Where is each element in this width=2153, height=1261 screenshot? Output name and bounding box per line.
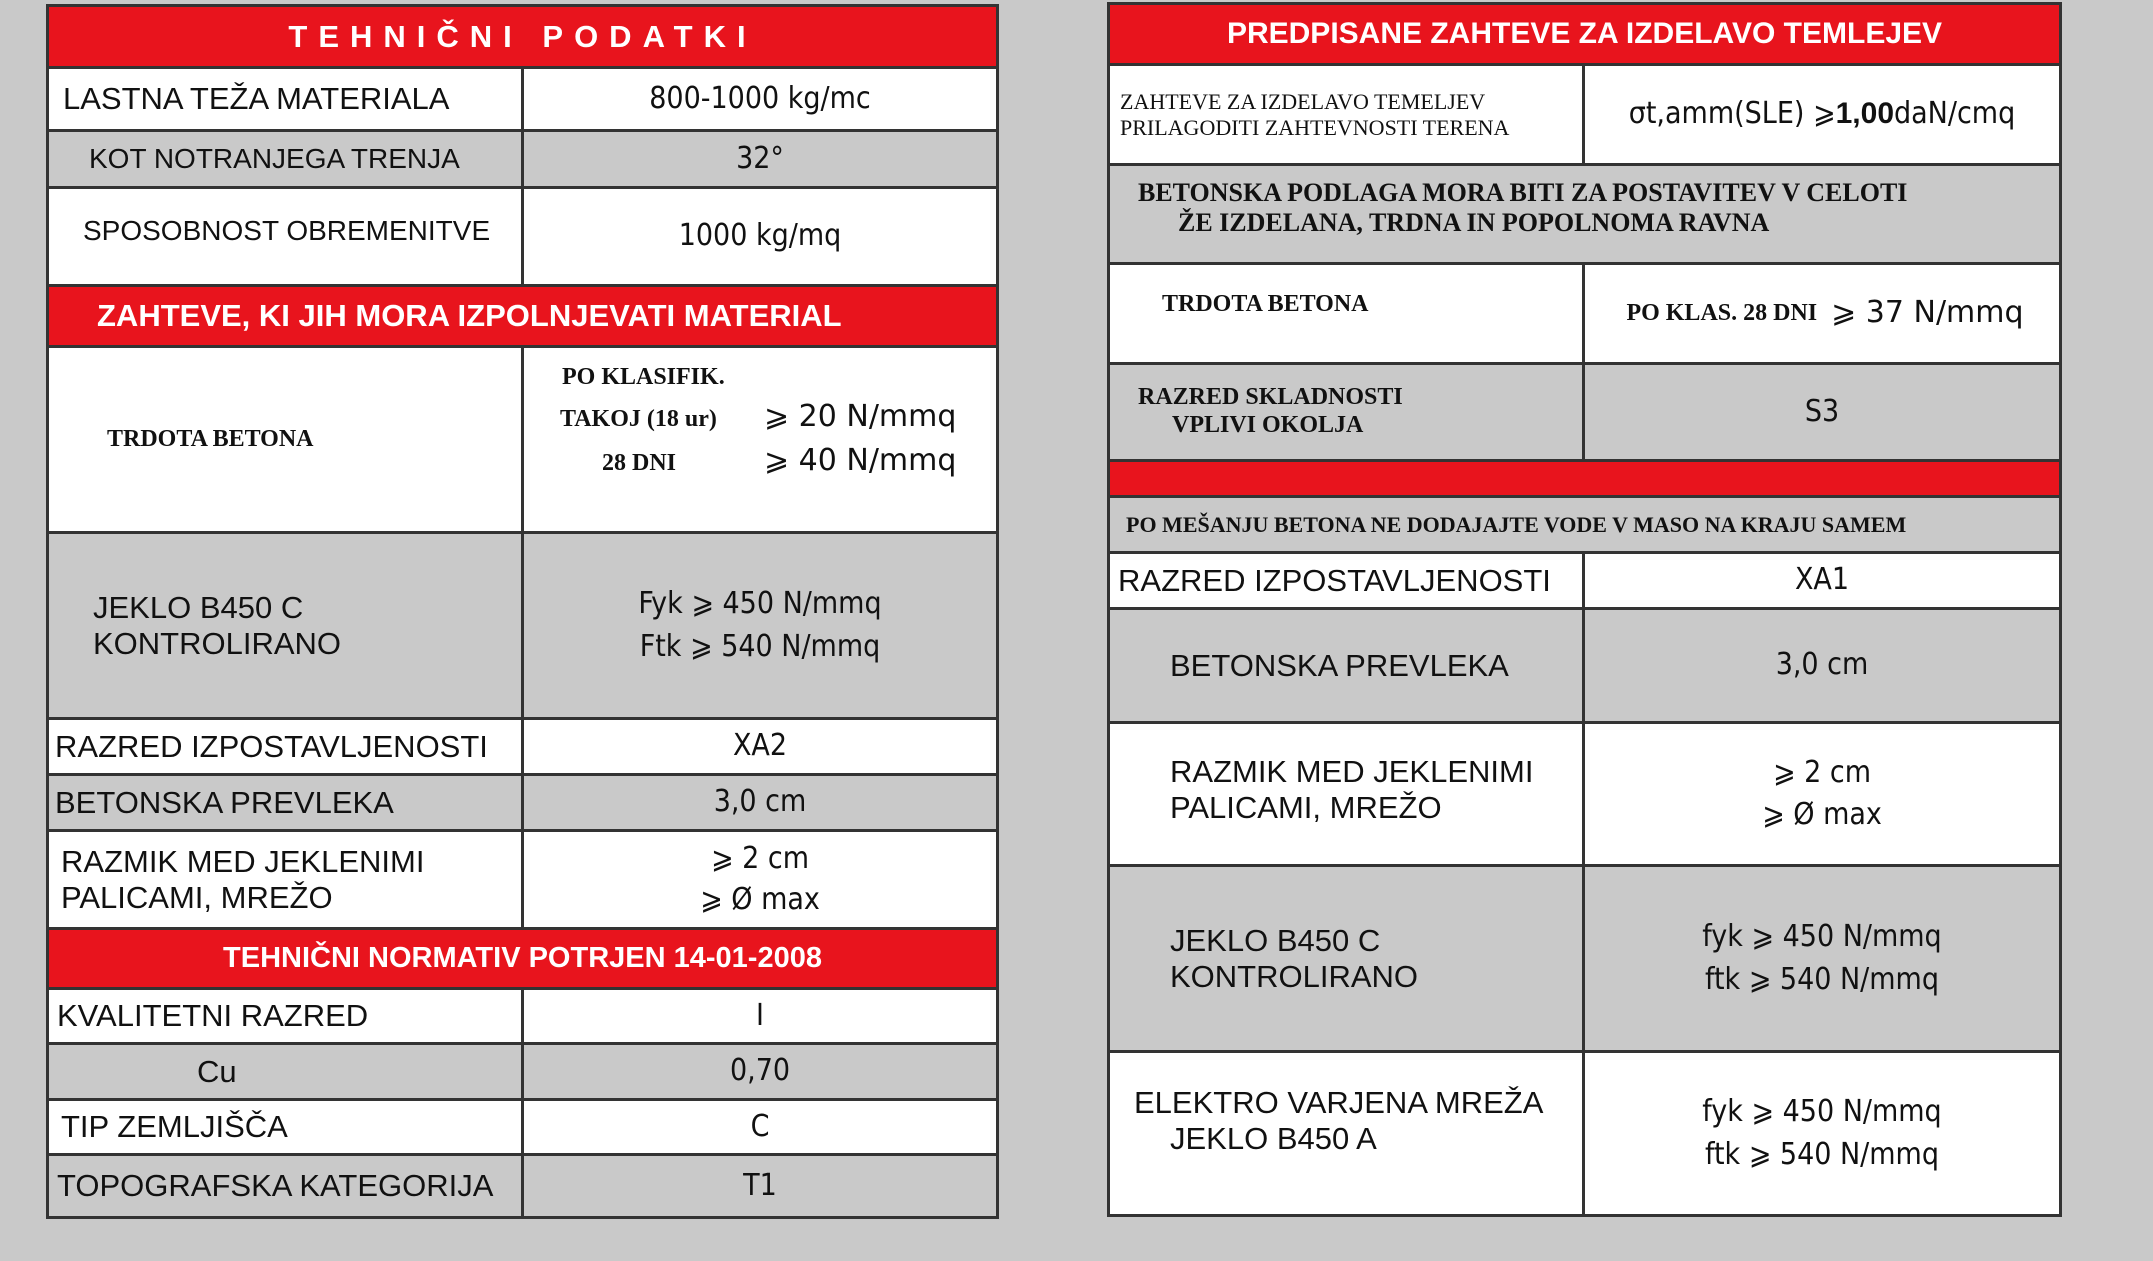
row-label	[1110, 1053, 1585, 1214]
row-value: I	[756, 997, 764, 1033]
value-text: σt,amm(SLE) ⩾	[1628, 96, 1836, 132]
row-value: XA2	[732, 728, 788, 764]
label-line: RAZMIK MED JEKLENIMI	[61, 843, 425, 879]
row-value	[1585, 724, 2059, 864]
row-value	[524, 832, 996, 927]
label-line: RAZMIK MED JEKLENIMI	[1170, 754, 1534, 789]
value-line: fyk ⩾ 450 N/mmq	[1702, 1094, 1942, 1129]
row-value: T1	[743, 1167, 777, 1203]
table-row	[49, 1101, 996, 1156]
row-label	[1110, 365, 1585, 459]
row-value: 1000 kg/mq	[678, 218, 842, 254]
row-value	[1585, 265, 2059, 362]
notice-line: ŽE IZDELANA, TRDNA IN POPOLNOMA RAVNA	[1178, 207, 1770, 237]
label-line: PALICAMI, MREŽO	[61, 879, 333, 915]
row-value	[524, 534, 996, 717]
row-value: 3,0 cm	[1775, 647, 1869, 683]
row-label	[1110, 867, 1585, 1050]
row-label: BETONSKA PREVLEKA	[1110, 610, 1585, 721]
label-line: ELEKTRO VARJENA MREŽA	[1134, 1085, 1544, 1120]
label-line: PRILAGODITI ZAHTEVNOSTI TERENA	[1120, 114, 1510, 140]
label-line: JEKLO B450 A	[1170, 1120, 1377, 1156]
value-line: fyk ⩾ 450 N/mmq	[1702, 919, 1942, 954]
row-label	[1110, 66, 1585, 163]
table-row	[49, 1156, 996, 1216]
table-row	[49, 69, 996, 132]
row-value: XA1	[1794, 562, 1850, 598]
table-row	[1110, 265, 2059, 365]
row-label: Cu	[49, 1045, 524, 1098]
value-line: ⩾ 2 cm	[1772, 754, 1872, 790]
value-line: Fyk ⩾ 450 N/mmq	[638, 586, 882, 621]
row-label	[1110, 724, 1585, 864]
table-row	[1110, 498, 2059, 554]
table-row	[49, 990, 996, 1045]
label-line: PALICAMI, MREŽO	[1170, 789, 1442, 825]
value-text: ⩾ 20 N/mmq	[764, 399, 957, 434]
label-line: RAZRED SKLADNOSTI	[1138, 384, 1403, 411]
value-line: ⩾ Ø max	[700, 881, 820, 917]
row-label: RAZRED IZPOSTAVLJENOSTI	[49, 720, 524, 773]
notice-text: PO MEŠANJU BETONA NE DODAJAJTE VODE V MASO NA KRAJU SAMEM	[1126, 511, 1907, 537]
table-row	[49, 1045, 996, 1101]
table-row	[1110, 610, 2059, 724]
row-label: TIP ZEMLJIŠČA	[49, 1101, 524, 1153]
value-text: ⩾ 37 N/mmq	[1831, 295, 2024, 331]
value-unit: daN/cmq	[1894, 96, 2016, 132]
row-value	[1585, 66, 2059, 163]
table-row	[49, 348, 996, 534]
row-label	[49, 534, 524, 717]
table-row	[1110, 1053, 2059, 1214]
table-row	[49, 720, 996, 776]
table-title: PREDPISANE ZAHTEVE ZA IZDELAVO TEMLEJEV	[1110, 5, 2059, 66]
section-heading: TEHNIČNI NORMATIV POTRJEN 14-01-2008	[49, 930, 996, 990]
table-row	[1110, 724, 2059, 867]
table-row	[1110, 365, 2059, 462]
row-value: 0,70	[729, 1053, 791, 1089]
value-number: 1,00	[1835, 97, 1894, 131]
value-line: ftk ⩾ 540 N/mmq	[1704, 1136, 1939, 1172]
notice-text	[1110, 166, 2059, 262]
row-label: KOT NOTRANJEGA TRENJA	[49, 132, 524, 186]
table-row	[49, 776, 996, 832]
row-label: KVALITETNI RAZRED	[49, 990, 524, 1042]
row-label	[49, 832, 524, 927]
row-value	[1585, 1053, 2059, 1214]
label-line: VPLIVI OKOLJA	[1172, 412, 1364, 438]
foundation-requirements-table	[1107, 2, 2062, 1217]
row-value: 3,0 cm	[713, 784, 807, 820]
row-label: LASTNA TEŽA MATERIALA	[49, 69, 524, 129]
value-label: 28 DNI	[602, 450, 677, 476]
label-line: ZAHTEVE ZA IZDELAVO TEMELJEV	[1120, 89, 1486, 115]
row-value	[524, 348, 996, 531]
table-row	[1110, 166, 2059, 265]
value-line: Ftk ⩾ 540 N/mmq	[639, 628, 881, 664]
value-text: ⩾ 40 N/mmq	[764, 443, 957, 478]
notice-line: BETONSKA PODLAGA MORA BITI ZA POSTAVITEV V CELOTI	[1138, 178, 1908, 207]
value-line: ⩾ 2 cm	[710, 841, 810, 876]
row-label: SPOSOBNOST OBREMENITVE	[49, 189, 524, 284]
table-row	[49, 189, 996, 287]
table-title: TEHNIČNI PODATKI	[49, 7, 996, 69]
value-line: ftk ⩾ 540 N/mmq	[1704, 961, 1939, 997]
classification-heading: PO KLASIFIK.	[562, 364, 725, 390]
row-label: TRDOTA BETONA	[49, 348, 524, 531]
row-label: BETONSKA PREVLEKA	[49, 776, 524, 829]
label-line: JEKLO B450 C	[1170, 922, 1381, 958]
table-row	[49, 832, 996, 930]
row-value: S3	[1804, 393, 1840, 429]
table-row	[49, 534, 996, 720]
row-label: TRDOTA BETONA	[1110, 265, 1585, 362]
red-divider	[1110, 462, 2059, 498]
label-line: KONTROLIRANO	[93, 625, 342, 661]
row-value	[1585, 867, 2059, 1050]
value-label: PO KLAS. 28 DNI	[1626, 299, 1818, 326]
value-label: TAKOJ (18 ur)	[560, 406, 717, 432]
row-label: TOPOGRAFSKA KATEGORIJA	[49, 1156, 524, 1216]
table-row	[1110, 554, 2059, 610]
row-value: 800-1000 kg/mc	[649, 80, 871, 116]
technical-data-table	[46, 4, 999, 1219]
row-label: RAZRED IZPOSTAVLJENOSTI	[1110, 554, 1585, 607]
label-line: KONTROLIRANO	[1170, 958, 1419, 994]
row-value: C	[750, 1108, 770, 1144]
value-line: ⩾ Ø max	[1762, 797, 1882, 832]
table-row	[49, 132, 996, 189]
row-value: 32°	[736, 140, 784, 176]
table-row	[1110, 867, 2059, 1053]
section-heading: ZAHTEVE, KI JIH MORA IZPOLNJEVATI MATERIAL	[49, 287, 996, 348]
label-line: JEKLO B450 C	[93, 589, 304, 625]
table-row	[1110, 66, 2059, 166]
